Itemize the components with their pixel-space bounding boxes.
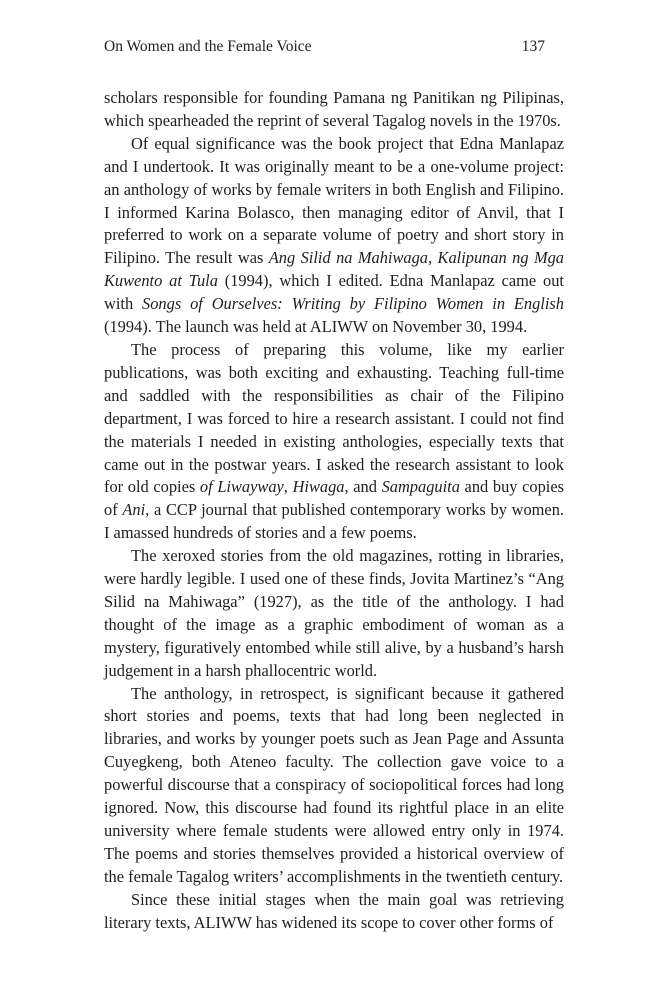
body-text [104, 87, 564, 935]
paragraph-text: (1994), which I edited. Edna Manlapaz came out with [104, 271, 564, 314]
paragraph [104, 889, 564, 935]
italic-title-text: Hiwaga [292, 477, 345, 497]
italic-title-text: Sampaguita [381, 477, 460, 497]
paragraph-text: a CCP journal that published contemporary works by women. I amassed hundreds of stories and a few poems. [104, 500, 564, 543]
italic-title-text: Ang Silid na Mahiwaga, Kalipunan ng Mga Kuwento at Tula [104, 248, 564, 291]
paragraph-text: The process of preparing this volume, like my earlier publications, was both exciting and exhausting. Teaching full-time and saddled with the responsibilities as chair of the Filipino department, I was forced to hire a research assistant. I could not find the materials I needed in existing anthologies, especially texts that came out in the postwar years. I asked the research assistant to look for old copies [104, 339, 564, 497]
page-number: 137 [521, 38, 545, 55]
italic-title-text: Songs of Ourselves: Writing by Filipino Women in English [142, 294, 564, 314]
paragraph-text: The xeroxed stories from the old magazines, rotting in libraries, were hardly legible. I used one of these finds, Jovita Martinez’s “Ang Silid na Mahiwaga” (1927), as the title of the anthology. I had thought of the image as a graphic embodiment of woman as a mystery, figuratively entombed while still alive, by a husband’s harsh judgement in a harsh phallocentric world. [104, 546, 564, 680]
running-head [104, 38, 545, 62]
paragraph-text: , [283, 477, 293, 497]
paragraph [104, 87, 564, 133]
paragraph [104, 683, 564, 889]
paragraph-text: Since these initial stages when the main goal was retrieving literary texts, ALIWW has widened its scope to cover other forms of [104, 889, 564, 932]
paragraph-text: (1994). The launch was held at ALIWW on November 30, 1994. [104, 317, 528, 337]
paragraph-text: , and [344, 477, 382, 497]
paragraph [104, 133, 564, 339]
paragraph [104, 545, 564, 682]
italic-title-text: of Liwayway [199, 477, 284, 497]
running-title: On Women and the Female Voice [104, 38, 312, 55]
paragraph [104, 339, 564, 545]
paragraph-text: scholars responsible for founding Pamana ng Panitikan ng Pilipinas, which spearheaded the reprint of several Tagalog novels in the 1970s. [104, 88, 564, 130]
paragraph-text: and buy copies of [104, 477, 564, 520]
italic-title-text: Ani, [122, 500, 150, 520]
paragraph-text: The anthology, in retrospect, is significant because it gathered short stories and poems, texts that had long been neglected in libraries, and works by younger poets such as Jean Page and Assunta Cuyegkeng, both Ateneo faculty. The collection gave voice to a powerful discourse that a conspiracy of sociopolitical forces had long ignored. Now, this discourse had found its rightful place in an elite university where female students were allowed entry only in 1974. The poems and stories themselves provided a historical overview of the female Tagalog writers’ accomplishments in the twentieth century. [104, 683, 564, 886]
paragraph-text: Of equal significance was the book project that Edna Manlapaz and I undertook. It was originally meant to be a one-volume project: an anthology of works by female writers in both English and Filipino. I informed Karina Bolasco, then managing editor of Anvil, that I preferred to work on a separate volume of poetry and short story in Filipino. The result was [104, 133, 564, 268]
